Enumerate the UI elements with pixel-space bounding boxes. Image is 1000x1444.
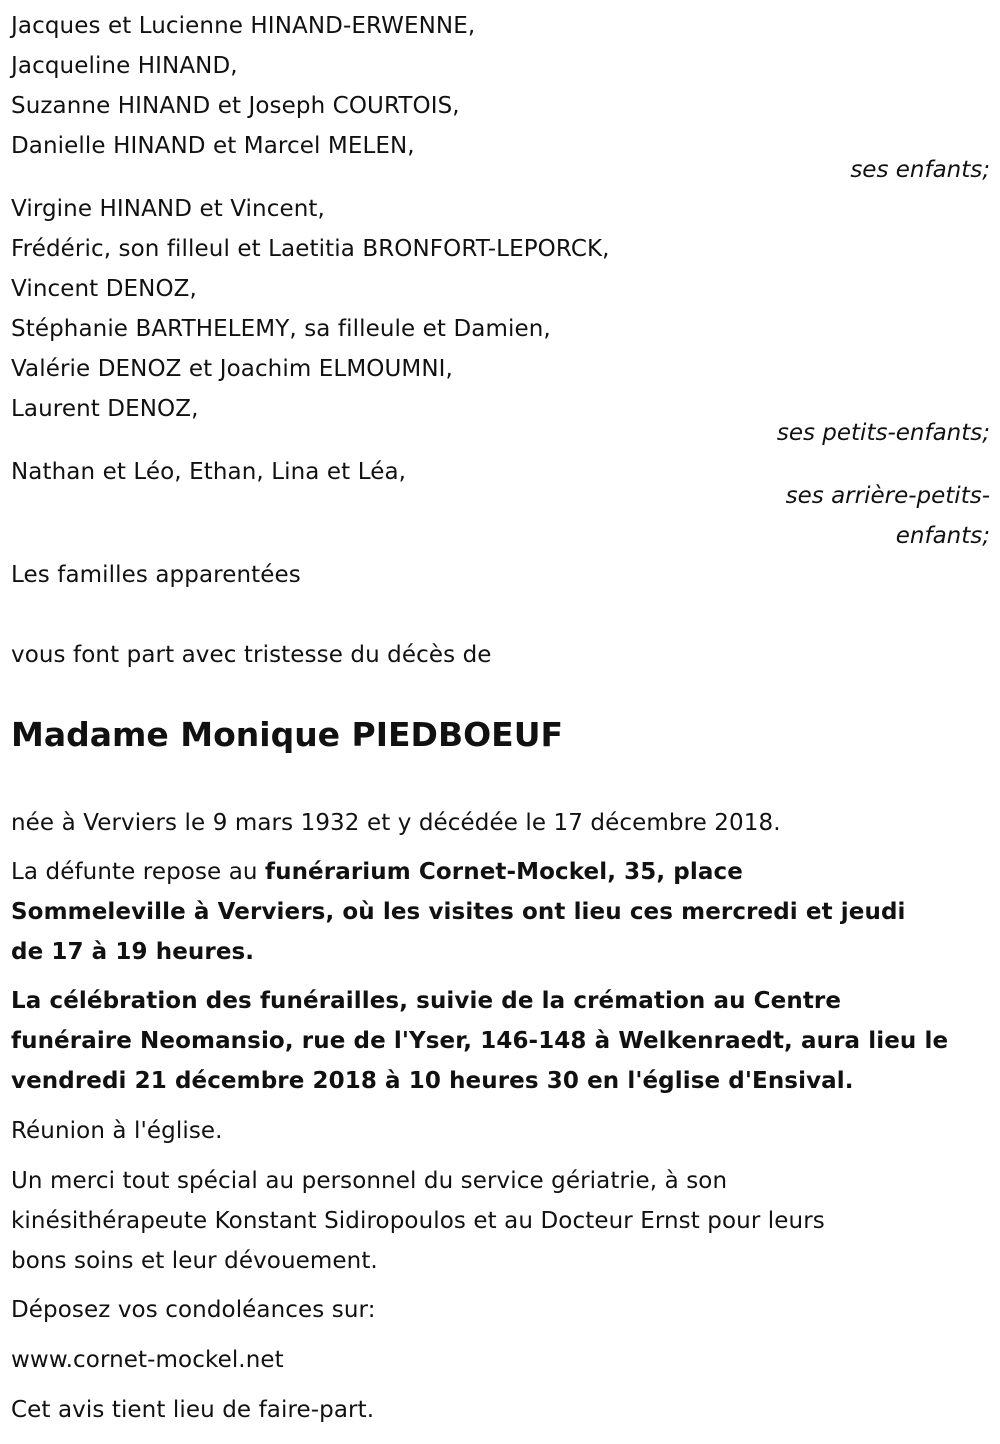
closing-text: Cet avis tient lieu de faire-part. — [11, 1397, 375, 1423]
repose-line-2: Sommeleville à Verviers, où les visites ont lieu ces mercredi et jeudi — [11, 899, 906, 925]
thanks-line-3: bons soins et leur dévouement. — [11, 1248, 378, 1274]
thanks-line-1: Un merci tout spécial au personnel du service gériatrie, à son — [11, 1168, 728, 1194]
ceremony-line-1: La célébration des funérailles, suivie de la crémation au Centre — [11, 988, 842, 1014]
children-label: ses enfants; — [850, 157, 990, 183]
funeral-home-address: funérarium Cornet-Mockel, 35, place — [265, 859, 743, 885]
ceremony-line-3: vendredi 21 décembre 2018 à 10 heures 30 en l'église d'Ensival. — [11, 1068, 854, 1094]
great-grandchildren-label: ses arrière-petits- — [785, 483, 990, 509]
children-line: Jacques et Lucienne HINAND-ERWENNE, — [11, 13, 476, 39]
deceased-name: Madame Monique PIEDBOEUF — [11, 715, 564, 754]
grandchildren-line: Frédéric, son filleul et Laetitia BRONFORT-LEPORCK, — [11, 236, 610, 262]
children-line: Jacqueline HINAND, — [11, 53, 238, 79]
children-line: Suzanne HINAND et Joseph COURTOIS, — [11, 93, 460, 119]
grandchildren-line: Laurent DENOZ, — [11, 396, 199, 422]
website-link[interactable]: www.cornet-mockel.net — [11, 1347, 284, 1373]
birth-death-text: née à Verviers le 9 mars 1932 et y décédée le 17 décembre 2018. — [11, 810, 781, 836]
great-grandchildren-label-cont: enfants; — [895, 523, 990, 549]
ceremony-line-2: funéraire Neomansio, rue de l'Yser, 146-148 à Welkenraedt, aura lieu le — [11, 1028, 949, 1054]
repose-intro: La défunte repose au — [11, 859, 265, 885]
great-grandchildren-line: Nathan et Léo, Ethan, Lina et Léa, — [11, 459, 407, 485]
grandchildren-line: Stéphanie BARTHELEMY, sa filleule et Damien, — [11, 316, 551, 342]
related-families: Les familles apparentées — [11, 562, 301, 588]
grandchildren-line: Vincent DENOZ, — [11, 276, 197, 302]
condolences-label: Déposez vos condoléances sur: — [11, 1297, 376, 1323]
thanks-line-2: kinésithérapeute Konstant Sidiropoulos et au Docteur Ernst pour leurs — [11, 1208, 825, 1234]
grandchildren-line: Valérie DENOZ et Joachim ELMOUMNI, — [11, 356, 453, 382]
grandchildren-line: Virgine HINAND et Vincent, — [11, 196, 325, 222]
children-line: Danielle HINAND et Marcel MELEN, — [11, 133, 415, 159]
reunion-text: Réunion à l'église. — [11, 1118, 223, 1144]
announcement-text: vous font part avec tristesse du décès de — [11, 642, 492, 668]
repose-line-3: de 17 à 19 heures. — [11, 939, 255, 965]
repose-line-1 — [11, 852, 743, 892]
grandchildren-label: ses petits-enfants; — [776, 420, 990, 446]
